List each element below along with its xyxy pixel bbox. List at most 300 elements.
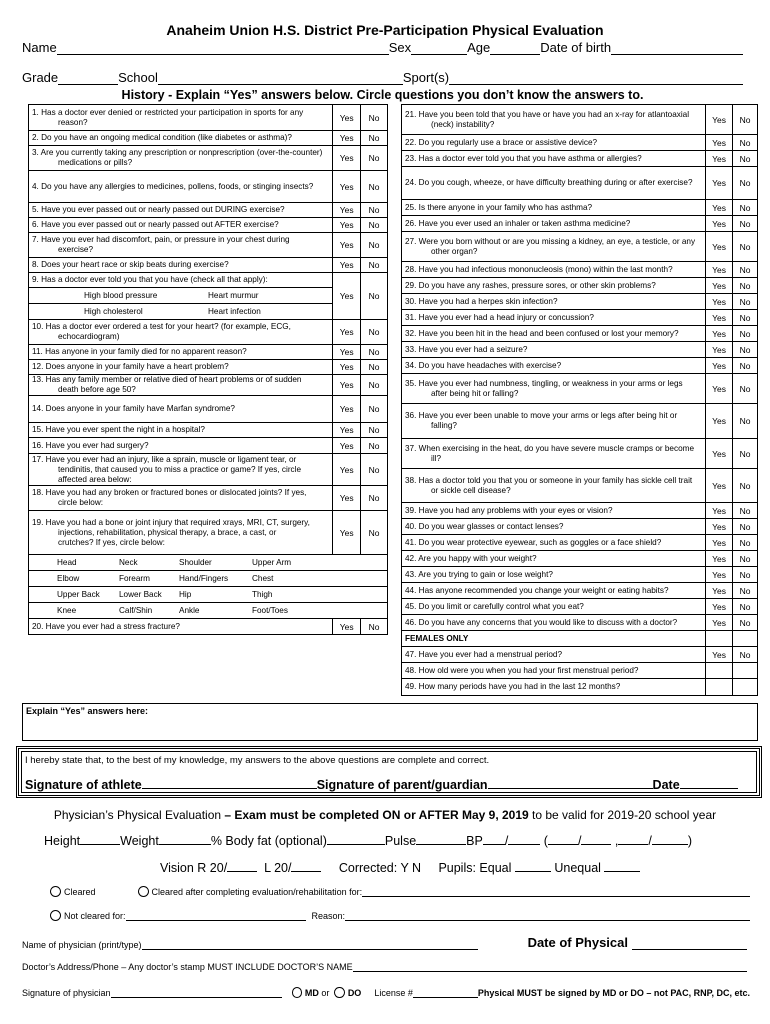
no-option[interactable]: No [733,615,758,631]
question-body: Do you have an ongoing medical condition (like diabetes or asthma)? [41,133,292,142]
heart-condition-option[interactable]: High cholesterol [84,306,143,316]
attestation-statement: I hereby state that, to the best of my knowledge, my answers to the above questions are complete and correct. [25,755,490,766]
no-option[interactable]: No [361,423,388,438]
question-text [29,438,333,454]
yes-option[interactable]: Yes [333,423,361,438]
no-option[interactable]: No [733,310,758,326]
yes-option[interactable]: Yes [706,404,733,439]
yes-option[interactable]: Yes [333,486,361,511]
question-row [402,216,758,232]
no-option[interactable]: No [733,647,758,663]
question-label: 32. [405,328,417,338]
no-option[interactable]: No [361,345,388,360]
body-part-option[interactable]: Upper Arm [252,557,292,567]
question-row [402,167,758,200]
yes-option[interactable]: Yes [333,375,361,396]
question-body: Have you ever had a stress fracture? [45,621,180,631]
question-label: 9. [32,275,39,284]
question-label: 44. [405,585,417,595]
no-option[interactable]: No [733,404,758,439]
question-label: 21. [405,109,417,119]
question-row [29,511,388,555]
question-text [29,396,333,423]
no-option[interactable]: No [733,151,758,167]
no-option[interactable]: No [361,486,388,511]
no-option[interactable]: No [361,233,388,258]
question-row [402,551,758,567]
history-table-right [401,104,758,696]
yes-option[interactable]: Yes [706,342,733,358]
age-field[interactable] [490,43,540,55]
question-continued: affected area below: [58,474,132,484]
question-row [29,486,388,511]
question-label: 47. [405,649,417,659]
question-body: Are you trying to gain or lose weight? [418,569,553,579]
no-option[interactable]: No [733,278,758,294]
question-body: Do you cough, wheeze, or have difficulty breathing during or after exercise? [418,178,693,187]
explain-yes-label: Explain “Yes” answers here: [26,706,149,716]
body-part-option[interactable]: Head [57,557,77,567]
bodyfat-field[interactable] [327,833,385,845]
athlete-signature-field[interactable] [142,777,317,789]
no-option[interactable]: No [733,503,758,519]
question-row [402,599,758,615]
no-option[interactable]: No [361,203,388,218]
age-label: Age [467,40,491,55]
body-part-option[interactable]: Ankle [179,605,200,615]
no-option[interactable]: No [733,135,758,151]
question-row [402,151,758,167]
physician-name-field[interactable] [142,941,478,950]
name-field[interactable] [57,43,389,55]
question-body: Have you been told that you have or have you had an x-ray for atlantoaxial [418,109,690,119]
question-body: Have you ever had numbness, tingling, or weakness in your arms or legs [418,378,683,388]
question-text [29,258,333,273]
body-part-option[interactable]: Foot/Toes [252,605,288,615]
question-row [29,258,388,273]
body-part-option[interactable]: Upper Back [57,589,100,599]
sports-field[interactable] [449,73,743,85]
yes-option[interactable]: Yes [333,258,361,273]
question-body: Has any family member or relative died of heart problems or of sudden [45,375,302,384]
height-field[interactable] [80,833,120,845]
question-continued: after being hit or falling? [431,388,519,398]
weight-label: Weight [120,834,159,848]
pulse-label: Pulse [384,834,417,848]
question-row [402,663,758,679]
yes-option[interactable]: Yes [333,619,361,635]
question-continued: circle below: [58,498,104,507]
no-option[interactable]: No [733,358,758,374]
question-row [402,583,758,599]
question-text [29,619,333,635]
no-option[interactable]: No [733,567,758,583]
question-text [402,262,706,278]
bp-label: BP [466,834,483,848]
no-option[interactable]: No [733,583,758,599]
yes-option [706,631,733,647]
question-text [402,294,706,310]
body-part-option[interactable]: Neck [119,557,138,567]
cleared-after-field[interactable] [362,888,750,897]
no-option[interactable]: No [733,439,758,469]
question-body: Has a doctor told you that you or someone in your family has sickle cell trait [418,475,693,485]
weight-field[interactable] [159,833,211,845]
no-option[interactable]: No [361,273,388,320]
question-body: How old were you when you had your first menstrual period? [418,665,639,675]
question-text [402,404,706,439]
body-part-option[interactable]: Hand/Fingers [179,573,229,583]
question-label: 6. [32,220,39,229]
question-label: 12. [32,362,44,371]
question-body: Has a doctor ever denied or restricted your participation in sports for any [41,107,304,117]
no-option[interactable]: No [733,342,758,358]
body-part-option[interactable]: Calf/Shin [119,605,153,615]
body-part-row [29,571,388,587]
yes-option[interactable]: Yes [333,218,361,233]
no-option[interactable]: No [733,216,758,232]
no-option[interactable]: No [361,105,388,131]
question-row [402,105,758,135]
question-row [29,146,388,171]
question-row [29,423,388,438]
no-option[interactable]: No [361,218,388,233]
bp-recheck-2b[interactable] [652,833,688,845]
signature-date-field[interactable] [680,777,738,789]
question-body: Have you ever had discomfort, pain, or pressure in your chest during [41,235,290,244]
question-text [402,631,706,647]
physician-signature-field[interactable] [111,989,283,998]
question-text [402,551,706,567]
no-option[interactable]: No [733,294,758,310]
parent-signature-field[interactable] [488,777,653,789]
question-body: Have you ever had a menstrual period? [418,649,563,659]
bp-recheck-2a[interactable] [618,833,648,845]
question-label: 25. [405,202,417,212]
question-text [402,167,706,200]
question-body: Does your heart race or skip beats during exercise? [41,260,229,269]
question-row [29,438,388,454]
question-label: 10. [32,322,44,331]
no-option[interactable]: No [733,262,758,278]
question-text [29,273,333,288]
question-text [402,663,706,679]
yes-option[interactable]: Yes [706,232,733,262]
pupils-unequal-field[interactable] [604,860,640,872]
school-label: School [118,70,158,85]
not-cleared-radio[interactable] [50,910,61,921]
question-row [402,294,758,310]
question-text [29,486,333,511]
question-label: 11. [32,347,43,356]
body-part-option[interactable]: Elbow [57,573,80,583]
date-of-physical-label: Date of Physical [527,935,628,950]
yes-option[interactable]: Yes [333,203,361,218]
signature-line [25,777,738,792]
question-body: Do you wear glasses or contact lenses? [418,521,564,531]
body-part-option[interactable]: Forearm [119,573,150,583]
vision-right-field[interactable] [227,860,257,872]
question-text [402,469,706,503]
question-label: 49. [405,682,417,691]
question-text [402,151,706,167]
question-text [402,439,706,469]
question-row [29,360,388,375]
parent-signature-label: Signature of parent/guardian [316,778,488,792]
yes-option[interactable]: Yes [333,320,361,345]
heart-condition-option[interactable]: Heart murmur [208,290,259,300]
no-option[interactable]: No [733,200,758,216]
body-part-cell [29,587,388,603]
no-option[interactable]: No [733,519,758,535]
no-option [733,679,758,696]
question-text [29,423,333,438]
question-body: Have you had infectious mononucleosis (mono) within the last month? [418,264,673,274]
not-cleared-row [50,910,750,921]
body-part-option[interactable]: Shoulder [179,557,212,567]
no-option[interactable]: No [361,619,388,635]
name-label: Name [22,40,57,55]
question-text [402,358,706,374]
question-row [402,358,758,374]
question-text [29,511,333,555]
no-option[interactable]: No [361,396,388,423]
not-cleared-field[interactable] [126,912,306,921]
question-row [402,503,758,519]
md-radio[interactable] [292,987,302,998]
no-option[interactable]: No [361,146,388,171]
question-label: 29. [405,280,417,290]
question-label: 48. [405,665,417,675]
yes-option[interactable]: Yes [333,360,361,375]
no-option[interactable]: No [733,105,758,135]
yes-option[interactable]: Yes [333,233,361,258]
question-label: 22. [405,137,417,147]
question-row [402,326,758,342]
yes-option[interactable]: Yes [706,503,733,519]
yes-option [706,679,733,696]
question-text [402,278,706,294]
question-body: Has a doctor ever told you that you have asthma or allergies? [418,153,642,163]
yes-option[interactable]: Yes [706,599,733,615]
body-part-option[interactable]: Chest [252,573,274,583]
yes-option[interactable]: Yes [706,200,733,216]
question-label: 27. [405,236,417,246]
yes-option[interactable]: Yes [706,135,733,151]
question-text [402,200,706,216]
grade-field[interactable] [58,73,118,85]
yes-option[interactable]: Yes [333,105,361,131]
question-label: 23. [405,153,417,163]
no-option[interactable]: No [361,360,388,375]
question-row [402,647,758,663]
question-label: 19. [32,517,44,527]
question-label: 35. [405,378,417,388]
heart-condition-option[interactable]: High blood pressure [84,290,158,300]
question-text [402,583,706,599]
question-label: 4. [32,181,39,191]
yes-option[interactable]: Yes [706,374,733,404]
bp-diastolic-field[interactable] [508,833,540,845]
explain-yes-box[interactable] [22,703,758,741]
yes-option[interactable]: Yes [706,310,733,326]
school-field[interactable] [158,73,403,85]
bp-recheck-1b[interactable] [581,833,611,845]
bp-systolic-field[interactable] [483,833,505,845]
cleared-after-radio[interactable] [138,886,149,897]
question-continued: tendinitis, that caused you to miss a practice or game? If yes, circle [58,464,302,474]
question-continued: crutches? If yes, circle below: [58,537,165,547]
question-row [402,567,758,583]
question-text [29,171,333,203]
heart-condition-option[interactable]: Heart infection [208,306,261,316]
no-option[interactable]: No [733,599,758,615]
yes-option[interactable]: Yes [333,146,361,171]
yes-option[interactable]: Yes [706,326,733,342]
name-row [22,40,743,55]
no-option[interactable]: No [361,171,388,203]
dob-field[interactable] [611,43,743,55]
no-option[interactable]: No [733,469,758,503]
question-body: Have you ever used an inhaler or taken asthma medicine? [418,218,631,228]
question-body: Do you have headaches with exercise? [418,360,562,370]
question-body: When exercising in the heat, do you have severe muscle cramps or become [418,443,695,453]
question-body: Have you ever passed out or nearly passed out DURING exercise? [41,205,285,214]
yes-option[interactable]: Yes [706,551,733,567]
yes-option[interactable]: Yes [333,131,361,146]
yes-option[interactable]: Yes [333,454,361,486]
question-row [29,218,388,233]
yes-option[interactable]: Yes [706,469,733,503]
question-label: 39. [405,505,417,515]
reason-field[interactable] [345,912,750,921]
no-option[interactable]: No [733,167,758,200]
question-row [29,233,388,258]
yes-option[interactable]: Yes [706,151,733,167]
body-part-option[interactable]: Knee [57,605,77,615]
not-cleared-label: Not cleared for: [64,911,126,921]
question-text [402,599,706,615]
yes-option[interactable]: Yes [706,294,733,310]
question-text [402,232,706,262]
question-text [402,679,706,696]
vision-left-field[interactable] [291,860,321,872]
question-row [29,203,388,218]
question-label: 18. [32,488,44,497]
pupils-equal-field[interactable] [515,860,551,872]
question-row [29,320,388,345]
yes-option[interactable]: Yes [333,511,361,555]
question-label: 16. [32,440,44,450]
no-option[interactable]: No [361,258,388,273]
no-option[interactable]: No [361,131,388,146]
yes-option[interactable]: Yes [706,535,733,551]
body-part-option[interactable]: Hip [179,589,192,599]
yes-option[interactable]: Yes [706,278,733,294]
question-body: Have you had a bone or joint injury that required xrays, MRI, CT, surgery, [45,517,310,527]
question-row [402,404,758,439]
yes-option[interactable]: Yes [333,273,361,320]
bp-recheck-1a[interactable] [548,833,578,845]
yes-option[interactable]: Yes [706,439,733,469]
no-option[interactable]: No [361,438,388,454]
yes-option[interactable]: Yes [706,567,733,583]
question-text [402,216,706,232]
do-radio[interactable] [334,987,344,998]
form-title: Anaheim Union H.S. District Pre-Participation Physical Evaluation [166,22,604,38]
question-body: Has a doctor ever told you that you have (check all that apply): [41,275,268,284]
yes-option[interactable]: Yes [706,615,733,631]
no-option[interactable]: No [733,374,758,404]
vision-row [160,860,640,875]
no-option[interactable]: No [361,511,388,555]
question-body: Is there anyone in your family who has asthma? [418,202,593,212]
question-row [29,273,388,288]
no-option[interactable]: No [733,232,758,262]
yes-option[interactable]: Yes [706,519,733,535]
yes-option[interactable]: Yes [706,647,733,663]
question-body: Has anyone recommended you change your weight or eating habits? [418,585,669,595]
yes-option[interactable]: Yes [333,438,361,454]
no-option[interactable]: No [361,454,388,486]
yes-option[interactable]: Yes [333,396,361,423]
no-option[interactable]: No [361,375,388,396]
yes-option[interactable]: Yes [706,105,733,135]
yes-option[interactable]: Yes [706,262,733,278]
history-heading: History - Explain “Yes” answers below. Circle questions you don’t know the answers to. [121,88,644,102]
question-body: Do you have any concerns that you would like to discuss with a doctor? [418,617,678,627]
no-option[interactable]: No [733,326,758,342]
question-text [29,345,333,360]
question-row [402,374,758,404]
no-option[interactable]: No [361,320,388,345]
pulse-field[interactable] [416,833,466,845]
license-field[interactable] [413,989,478,998]
yes-option[interactable]: Yes [706,216,733,232]
body-part-option[interactable]: Lower Back [119,589,162,599]
height-label: Height [44,834,81,848]
no-option[interactable]: No [733,551,758,567]
corrected-label[interactable]: Corrected: Y N [338,861,422,875]
yes-option [706,663,733,679]
bodyfat-label: % Body fat (optional) [210,834,327,848]
question-label: 8. [32,260,39,269]
address-field[interactable] [353,963,747,972]
sex-field[interactable] [411,43,467,55]
question-continued: (neck) instability? [431,119,495,129]
yes-option[interactable]: Yes [333,345,361,360]
yes-option[interactable]: Yes [333,171,361,203]
yes-option[interactable]: Yes [706,583,733,599]
yes-option[interactable]: Yes [706,358,733,374]
question-continued: medications or pills? [58,158,133,167]
body-part-option[interactable]: Thigh [252,589,273,599]
cleared-radio[interactable] [50,886,61,897]
question-label: 30. [405,296,417,306]
question-row [402,535,758,551]
question-text [402,105,706,135]
question-text [402,535,706,551]
date-of-physical-field[interactable] [632,941,747,950]
question-body: Do you have any rashes, pressure sores, or other skin problems? [418,280,656,290]
question-row [402,615,758,631]
no-option [733,663,758,679]
no-option[interactable]: No [733,535,758,551]
question-text [29,233,333,258]
do-label: DO [347,988,362,998]
yes-option[interactable]: Yes [706,167,733,200]
condition-cell [29,304,333,320]
